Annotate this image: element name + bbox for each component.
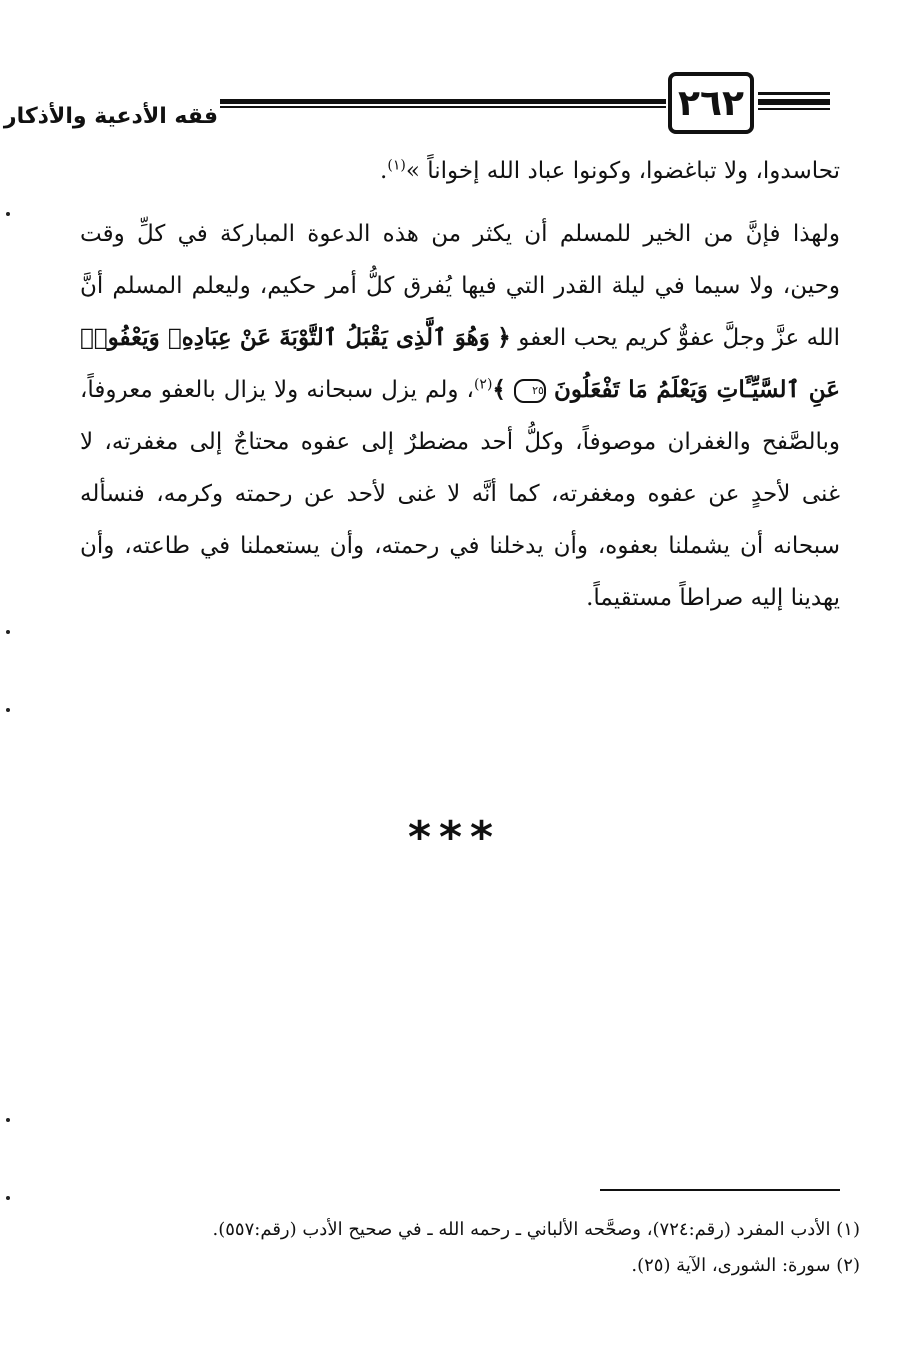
footnotes — [80, 1212, 860, 1284]
section-separator: *** — [407, 812, 502, 863]
scan-mark — [6, 212, 10, 216]
book-title: فقه الأدعية والأذكار — [3, 104, 218, 129]
paragraph-text-1: ولهذا فإنَّ من الخير للمسلم أن يكثر من هذه الدعوة المباركة في كلِّ وقت وحين، ولا سيما في ليلة القدر التي فيها يُفرق كلُّ أمر حكيم، وليعلم المسلم أنَّ الله عزَّ وجلَّ عفوٌّ كريم يحب العفو — [80, 221, 840, 351]
quran-verse: وَهُوَ ٱلَّذِى يَقْبَلُ ٱلتَّوْبَةَ عَنْ عِبَادِهِۦ وَيَعْفُوا۟ عَنِ ٱلسَّيِّـَٔاتِ وَيَعْلَمُ مَا تَفْعَلُونَ — [80, 324, 840, 403]
footnote-2: (٢) سورة: الشورى، الآية (٢٥). — [631, 1255, 860, 1276]
quran-close-bracket: ﴾ — [492, 376, 506, 403]
scan-mark — [6, 1196, 10, 1200]
header-rule-right — [758, 88, 830, 114]
continuation-text: تحاسدوا، ولا تباغضوا، وكونوا عباد الله إخواناً » — [405, 158, 840, 184]
main-paragraph — [80, 208, 840, 624]
paragraph-text-2: ، ولم يزل سبحانه ولا يزال بالعفو معروفاً، وبالصَّفح والغفران موصوفاً، وكلُّ أحد مضطرٌ إلى عفوه محتاجٌ إلى مغفرته، لا غنى لأحدٍ عن عفوه ومغفرته، كما أنَّه لا غنى لأحد عن رحمته وكرمه، فنسأله سبحانه أن يشملنا بعفوه، وأن يدخلنا في رحمته، وأن يستعملنا في طاعته، وأن يهدينا إليه صراطاً مستقيماً. — [80, 377, 840, 611]
footnote-ref-2: (٢) — [473, 376, 493, 393]
page-header — [3, 62, 849, 142]
footnote-divider — [600, 1189, 840, 1191]
scan-mark — [6, 1118, 10, 1122]
ayah-number-icon: ٢٥ — [514, 379, 546, 403]
scan-mark — [6, 708, 10, 712]
page-number: ٢٦٢ — [668, 72, 754, 134]
scan-mark — [6, 630, 10, 634]
header-rule-left — [220, 99, 666, 107]
footnote-ref-1: (١) — [387, 157, 406, 174]
footnote-1: (١) الأدب المفرد (رقم:٧٢٤)، وصحَّحه الألباني ـ رحمه الله ـ في صحيح الأدب (رقم:٥٥٧). — [212, 1219, 860, 1240]
quran-open-bracket: ﴿ — [497, 324, 511, 351]
continuation-line: تحاسدوا، ولا تباغضوا، وكونوا عباد الله إخواناً »$^{(١)}$. — [380, 157, 840, 184]
